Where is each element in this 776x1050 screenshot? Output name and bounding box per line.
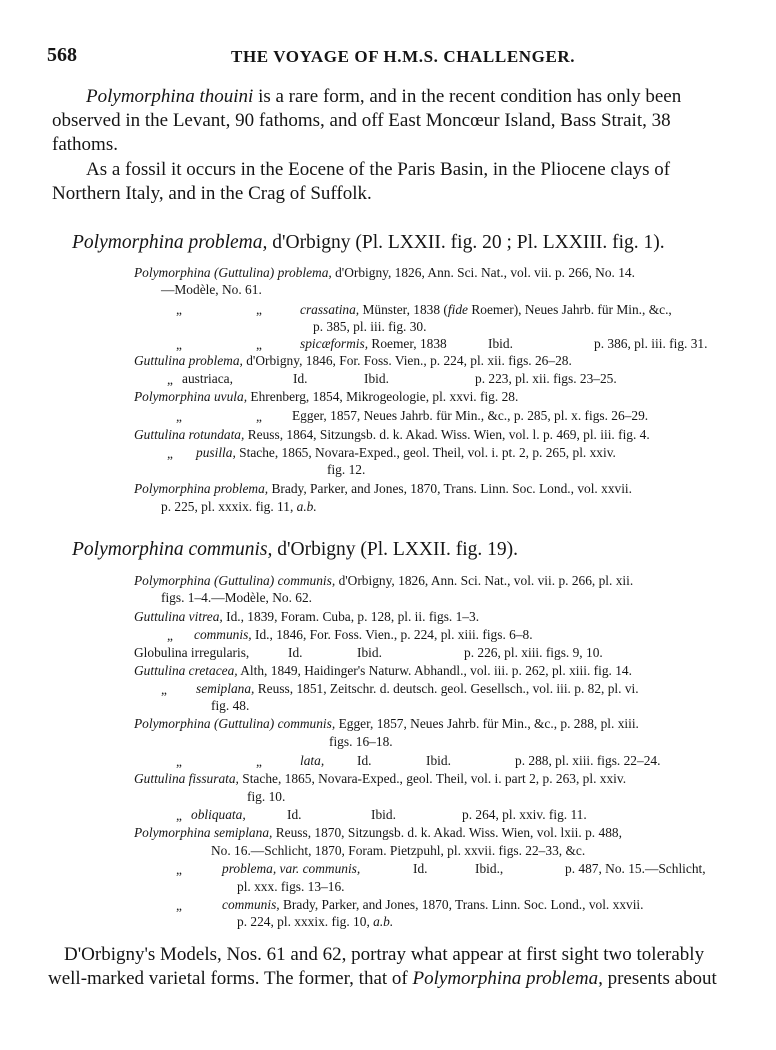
synonymy-id: Id. (288, 645, 303, 660)
synonymy-reference: p. 223, pl. xii. figs. 23–25. (475, 371, 617, 386)
closing-line2: well-marked varietal forms. The former, that of Polymorphina problema, presents about (48, 968, 717, 989)
synonymy-continuation: figs. 16–18. (329, 734, 393, 749)
ditto-mark: „ (176, 862, 182, 877)
synonymy-continuation: p. 224, pl. xxxix. fig. 10, a.b. (237, 914, 394, 929)
synonymy-reference: p. 288, pl. xiii. figs. 22–24. (515, 753, 661, 768)
synonymy-continuation: fig. 12. (327, 462, 366, 477)
synonymy-reference: p. 386, pl. iii. fig. 31. (594, 336, 708, 351)
synonymy-entry: Guttulina vitrea, Id., 1839, Foram. Cuba, p. 128, pl. ii. figs. 1–3. (134, 609, 480, 624)
synonymy-entry: obliquata, (191, 807, 246, 822)
ditto-mark: „ (176, 808, 182, 823)
synonymy-ibid: Ibid. (488, 336, 513, 351)
synonymy-entry: spicæformis, Roemer, 1838 (300, 336, 447, 351)
ditto-mark: „ (161, 682, 167, 697)
intro-p1-line3: fathoms. (52, 134, 118, 155)
synonymy-entry: Polymorphina problema, Brady, Parker, and Jones, 1870, Trans. Linn. Soc. Lond., vol. xxvii. (134, 481, 632, 496)
synonymy-entry: lata, (300, 753, 325, 768)
synonymy-continuation: —Modèle, No. 61. (161, 282, 262, 297)
synonymy-reference: p. 264, pl. xxiv. fig. 11. (462, 807, 587, 822)
species-heading-communis: Polymorphina communis, d'Orbigny (Pl. LXXII. fig. 19). (72, 539, 519, 560)
synonymy-continuation: pl. xxx. figs. 13–16. (237, 879, 345, 894)
synonymy-entry: austriaca, (182, 371, 233, 386)
synonymy-entry: Guttulina cretacea, Alth, 1849, Haidinger's Naturw. Abhandl., vol. iii. p. 262, pl. xiii. fig. 14. (134, 663, 632, 678)
ditto-mark: „ (176, 898, 182, 913)
ditto-mark: „ (176, 302, 182, 317)
ditto-mark: „ (256, 409, 262, 424)
synonymy-continuation: No. 16.—Schlicht, 1870, Foram. Pietzpuhl, pl. xxvii. figs. 22–33, &c. (211, 843, 586, 858)
synonymy-entry: Polymorphina (Guttulina) communis, d'Orbigny, 1826, Ann. Sci. Nat., vol. vii. p. 266, pl. xii. (134, 573, 634, 588)
synonymy-entry: communis, Brady, Parker, and Jones, 1870, Trans. Linn. Soc. Lond., vol. xxvii. (222, 897, 644, 912)
page-number: 568 (47, 44, 77, 66)
ditto-mark: „ (256, 302, 262, 317)
synonymy-ibid: Ibid. (364, 371, 389, 386)
intro-p2-line2: Northern Italy, and in the Crag of Suffolk. (52, 183, 372, 204)
ditto-mark: „ (176, 337, 182, 352)
intro-p1-line1: Polymorphina thouini is a rare form, and in the recent condition has only been (86, 86, 682, 107)
intro-p2-line1: As a fossil it occurs in the Eocene of the Paris Basin, in the Pliocene clays of (86, 159, 671, 180)
synonymy-entry: crassatina, Münster, 1838 (fide Roemer), Neues Jahrb. für Min., &c., (300, 302, 672, 317)
synonymy-id: Id. (357, 753, 372, 768)
synonymy-entry: pusilla, Stache, 1865, Novara-Exped., geol. Theil, vol. i. pt. 2, p. 265, pl. xxiv. (196, 445, 616, 460)
species-heading-problema: Polymorphina problema, d'Orbigny (Pl. LXXII. fig. 20 ; Pl. LXXIII. fig. 1). (72, 232, 665, 253)
synonymy-continuation: p. 225, pl. xxxix. fig. 11, a.b. (161, 499, 317, 514)
synonymy-id: Id. (413, 861, 428, 876)
synonymy-reference: p. 226, pl. xiii. figs. 9, 10. (464, 645, 603, 660)
synonymy-reference: p. 487, No. 15.—Schlicht, (565, 861, 706, 876)
synonymy-ibid: Ibid. (357, 645, 382, 660)
ditto-mark: „ (167, 372, 173, 387)
ditto-mark: „ (256, 337, 262, 352)
synonymy-continuation: fig. 48. (211, 698, 250, 713)
synonymy-id: Id. (287, 807, 302, 822)
synonymy-entry: Guttulina fissurata, Stache, 1865, Novara-Exped., geol. Theil, vol. i. part 2, p. 263, pl. xxiv. (134, 771, 627, 786)
synonymy-entry: problema, var. communis, (222, 861, 361, 876)
ditto-mark: „ (176, 409, 182, 424)
running-head: THE VOYAGE OF H.M.S. CHALLENGER. (231, 47, 576, 66)
ditto-mark: „ (256, 754, 262, 769)
synonymy-entry: Egger, 1857, Neues Jahrb. für Min., &c., p. 285, pl. x. figs. 26–29. (292, 408, 649, 423)
synonymy-entry: Guttulina rotundata, Reuss, 1864, Sitzungsb. d. k. Akad. Wiss. Wien, vol. l. p. 469, pl. iii. fig. 4. (134, 427, 650, 442)
synonymy-ibid: Ibid., (475, 861, 504, 876)
synonymy-continuation: figs. 1–4.—Modèle, No. 62. (161, 590, 313, 605)
synonymy-entry: communis, Id., 1846, For. Foss. Vien., p. 224, pl. xiii. figs. 6–8. (194, 627, 533, 642)
synonymy-continuation: p. 385, pl. iii. fig. 30. (313, 319, 427, 334)
synonymy-ibid: Ibid. (371, 807, 396, 822)
ditto-mark: „ (176, 754, 182, 769)
ditto-mark: „ (167, 628, 173, 643)
ditto-mark: „ (167, 446, 173, 461)
synonymy-entry: Guttulina problema, d'Orbigny, 1846, For. Foss. Vien., p. 224, pl. xii. figs. 26–28. (134, 353, 572, 368)
closing-line1: D'Orbigny's Models, Nos. 61 and 62, portray what appear at first sight two tolerably (64, 944, 705, 965)
synonymy-ibid: Ibid. (426, 753, 451, 768)
synonymy-id: Id. (293, 371, 308, 386)
synonymy-continuation: fig. 10. (247, 789, 286, 804)
synonymy-entry: Polymorphina (Guttulina) problema, d'Orbigny, 1826, Ann. Sci. Nat., vol. vii. p. 266, No. 14. (134, 265, 635, 280)
synonymy-entry: Polymorphina uvula, Ehrenberg, 1854, Mikrogeologie, pl. xxvi. fig. 28. (134, 389, 519, 404)
intro-p1-line2: observed in the Levant, 90 fathoms, and off East Moncœur Island, Bass Strait, 38 (52, 110, 671, 131)
synonymy-entry: Polymorphina (Guttulina) communis, Egger, 1857, Neues Jahrb. für Min., &c., p. 288, pl. xiii. (134, 716, 639, 731)
synonymy-entry: semiplana, Reuss, 1851, Zeitschr. d. deutsch. geol. Gesellsch., vol. iii. p. 82, pl. vi. (196, 681, 639, 696)
synonymy-entry: Polymorphina semiplana, Reuss, 1870, Sitzungsb. d. k. Akad. Wiss. Wien, vol. lxii. p. 488, (134, 825, 622, 840)
synonymy-entry: Globulina irregularis, (134, 645, 250, 660)
